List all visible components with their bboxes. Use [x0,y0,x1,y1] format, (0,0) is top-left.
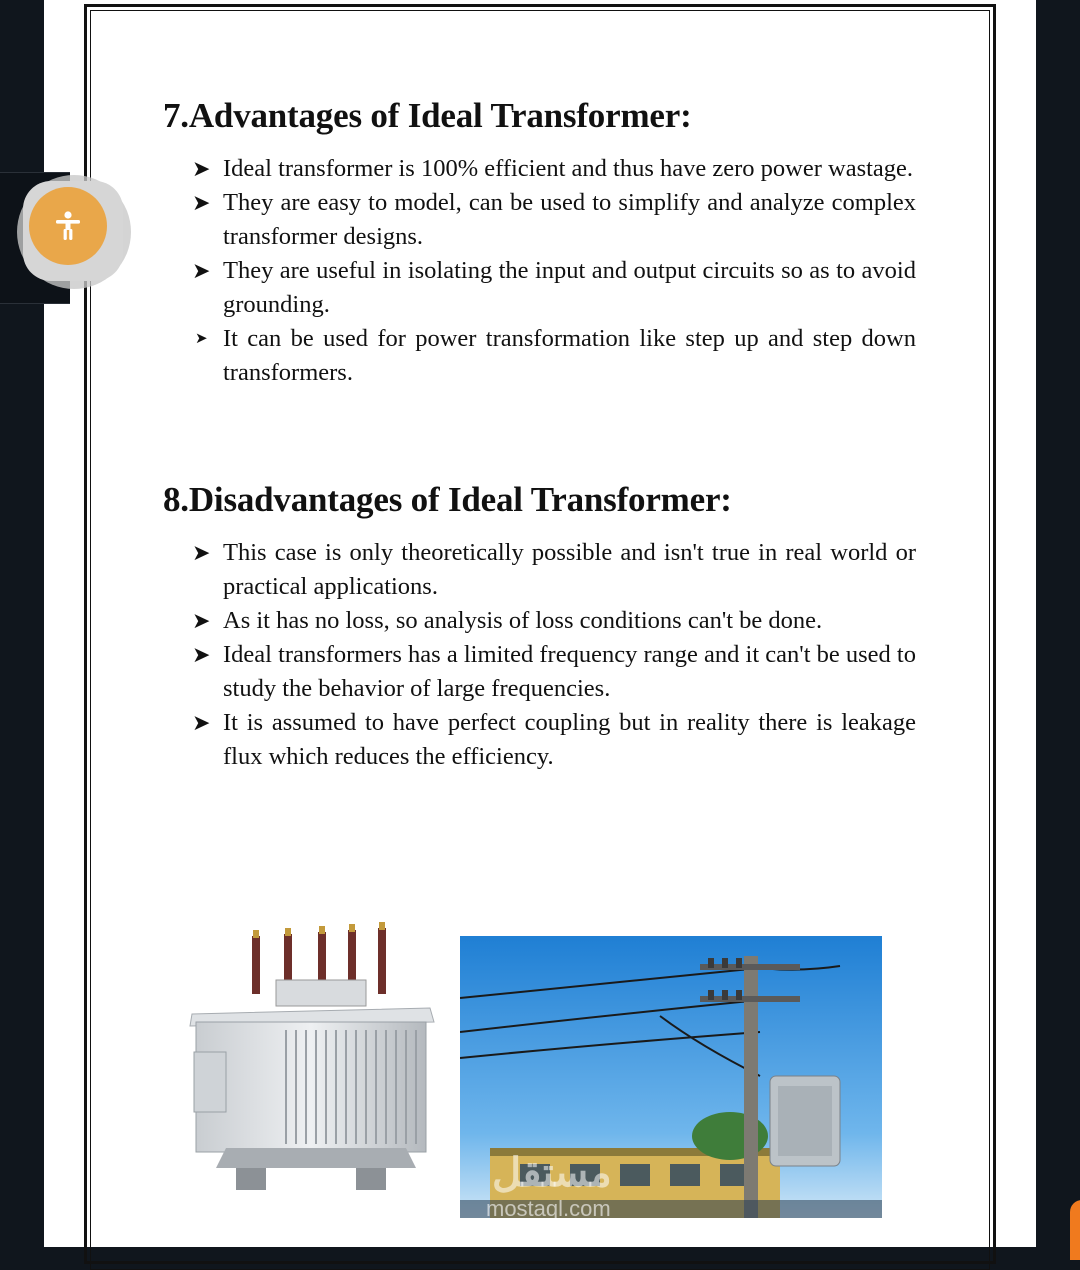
list-item-text: They are easy to model, can be used to simplify and analyze complex transformer designs. [223,189,916,250]
advantages-list [192,152,916,390]
list-item [192,152,916,186]
accessibility-person-icon[interactable] [29,187,107,265]
list-item-text: Ideal transformers has a limited frequency range and it can't be used to study the behavior of large frequencies. [223,641,916,702]
arrow-bullet-icon: ➤ [192,258,211,283]
list-item [192,186,916,254]
arrow-bullet-icon: ➤ [195,331,208,347]
watermark-url: mostaql.com [486,1196,611,1221]
section-heading-advantages: 7.Advantages of Ideal Transformer: [163,96,692,135]
list-item [192,254,916,322]
list-item [192,604,916,638]
edge-handle[interactable] [1070,1200,1080,1260]
arrow-bullet-icon: ➤ [192,710,211,735]
list-item-text: They are useful in isolating the input and output circuits so as to avoid grounding. [223,257,916,318]
list-item-text: It is assumed to have perfect coupling but in reality there is leakage flux which reduces the efficiency. [223,709,916,770]
list-item-text: This case is only theoretically possible and isn't true in real world or practical applications. [223,539,916,600]
list-item [192,536,916,604]
arrow-bullet-icon: ➤ [192,190,211,215]
section-heading-disadvantages: 8.Disadvantages of Ideal Transformer: [163,480,732,519]
list-item [192,706,916,774]
list-item [192,322,916,390]
list-item-text: Ideal transformer is 100% efficient and thus have zero power wastage. [223,155,914,182]
watermark-arabic: مستقل [492,1151,612,1195]
list-item-text: It can be used for power transformation like step up and step down transformers. [223,325,916,386]
right-dark-margin [1036,0,1080,1247]
arrow-bullet-icon: ➤ [192,642,211,667]
transformer-photo [186,922,438,1194]
arrow-bullet-icon: ➤ [192,608,211,633]
list-item-text: As it has no loss, so analysis of loss conditions can't be done. [223,607,823,634]
list-item [192,638,916,706]
arrow-bullet-icon: ➤ [192,156,211,181]
disadvantages-list [192,536,916,774]
arrow-bullet-icon: ➤ [192,540,211,565]
